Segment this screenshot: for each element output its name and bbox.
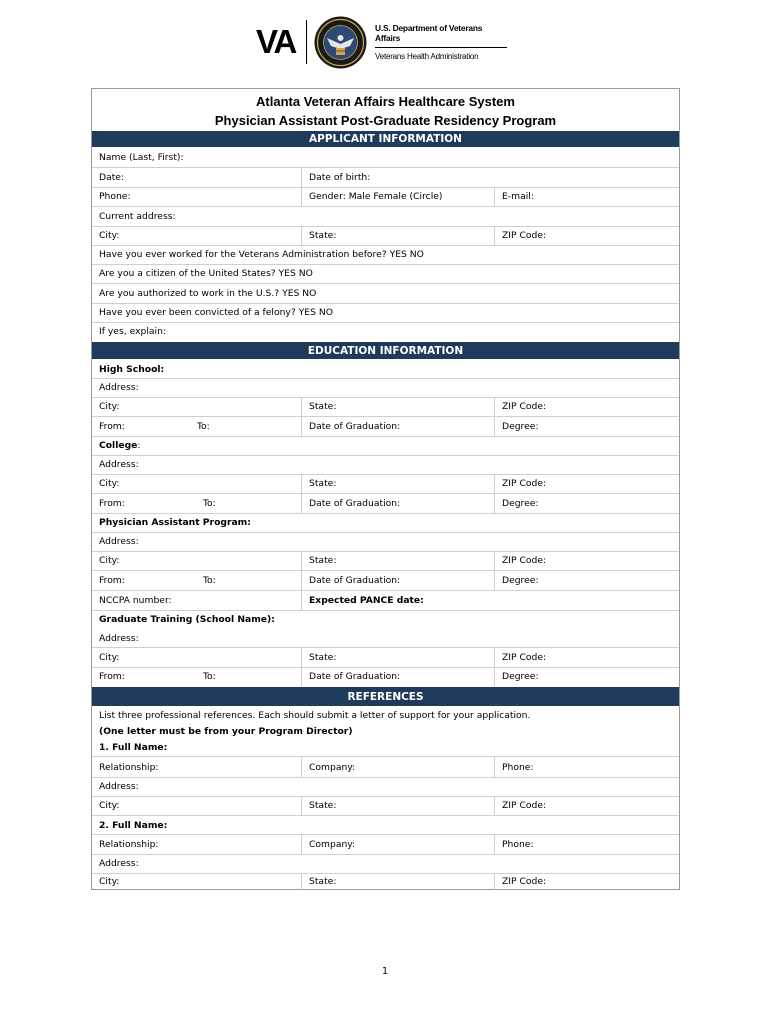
explain-row bbox=[92, 322, 679, 341]
college-grad-date-field[interactable]: Date of Graduation: bbox=[301, 494, 494, 513]
ref2-company-field[interactable]: Company: bbox=[301, 834, 494, 854]
zip-field[interactable]: ZIP Code: bbox=[494, 226, 681, 245]
pa-degree-field[interactable]: Degree: bbox=[494, 571, 681, 590]
page-header bbox=[256, 14, 507, 70]
date-row bbox=[92, 168, 679, 188]
hs-dates-row bbox=[92, 417, 679, 437]
college-city-field[interactable]: City: bbox=[99, 478, 120, 489]
hs-state-field[interactable]: State: bbox=[301, 397, 494, 416]
ref1-company-field[interactable]: Company: bbox=[301, 757, 494, 777]
pa-zip-field[interactable]: ZIP Code: bbox=[494, 551, 681, 570]
ref2-relationship-field[interactable]: Relationship: bbox=[99, 838, 159, 850]
gender-field[interactable]: Gender: Male Female (Circle) bbox=[301, 187, 494, 206]
college-degree-field[interactable]: Degree: bbox=[494, 494, 681, 513]
college-from-field[interactable]: From: bbox=[99, 498, 125, 509]
department-name: U.S. Department of Veterans Affairs bbox=[375, 23, 507, 48]
pa-address-row bbox=[92, 532, 679, 552]
name-row bbox=[92, 148, 679, 168]
references-note: (One letter must be from your Program Director) bbox=[99, 725, 353, 737]
city-row bbox=[92, 226, 679, 246]
va-worked-question[interactable]: Have you ever worked for the Veterans Administration before? YES NO bbox=[99, 249, 424, 260]
college-row bbox=[92, 436, 679, 456]
grad-city-field[interactable]: City: bbox=[99, 652, 120, 663]
va-seal-icon bbox=[314, 16, 367, 69]
section-heading: REFERENCES bbox=[347, 690, 424, 703]
references-note-row bbox=[92, 723, 679, 739]
city-field[interactable]: City: bbox=[99, 230, 120, 241]
pa-dates-row bbox=[92, 571, 679, 591]
hs-zip-field[interactable]: ZIP Code: bbox=[494, 397, 681, 416]
grad-dates-row bbox=[92, 667, 679, 686]
ref2-address-row bbox=[92, 854, 679, 874]
ref2-name-row bbox=[92, 816, 679, 835]
felony-row bbox=[92, 303, 679, 323]
grad-address-row bbox=[92, 629, 679, 648]
ref1-address-field[interactable]: Address: bbox=[99, 781, 139, 792]
ref1-relationship-row bbox=[92, 757, 679, 778]
pa-city-row bbox=[92, 551, 679, 571]
grad-from-field[interactable]: From: bbox=[99, 671, 125, 682]
college-label-text: College bbox=[99, 440, 138, 451]
address-row bbox=[92, 207, 679, 227]
application-form bbox=[91, 88, 680, 890]
graduate-training-row bbox=[92, 610, 679, 629]
va-logo: VA bbox=[256, 23, 296, 60]
ref2-address-field[interactable]: Address: bbox=[99, 858, 139, 869]
dob-field[interactable]: Date of birth: bbox=[301, 168, 681, 187]
header-divider bbox=[306, 20, 307, 64]
section-references bbox=[92, 687, 679, 706]
hs-grad-date-field[interactable]: Date of Graduation: bbox=[301, 417, 494, 436]
ref2-name-field[interactable]: 2. Full Name: bbox=[99, 819, 168, 831]
form-titles bbox=[92, 89, 679, 131]
pa-address-field[interactable]: Address: bbox=[99, 536, 139, 547]
ref2-city-field[interactable]: City: bbox=[99, 876, 120, 887]
college-city-row bbox=[92, 474, 679, 494]
authorized-row bbox=[92, 284, 679, 304]
high-school-label: High School: bbox=[99, 363, 165, 375]
authorized-question[interactable]: Are you authorized to work in the U.S.? YES NO bbox=[99, 288, 317, 299]
pa-state-field[interactable]: State: bbox=[301, 551, 494, 570]
ref2-city-row bbox=[92, 873, 679, 890]
graduate-training-label: Graduate Training (School Name): bbox=[99, 614, 275, 625]
ref1-city-row bbox=[92, 796, 679, 816]
grad-degree-field[interactable]: Degree: bbox=[494, 667, 681, 686]
grad-city-row bbox=[92, 648, 679, 668]
pance-date-field[interactable]: Expected PANCE date: bbox=[301, 590, 681, 610]
ref1-name-row bbox=[92, 739, 679, 757]
references-intro: List three professional references. Each should submit a letter of support for your application. bbox=[99, 709, 531, 721]
ref2-relationship-row bbox=[92, 834, 679, 855]
phone-row bbox=[92, 187, 679, 207]
current-address-field[interactable]: Current address: bbox=[99, 211, 176, 222]
grad-zip-field[interactable]: ZIP Code: bbox=[494, 648, 681, 667]
ref1-zip-field[interactable]: ZIP Code: bbox=[494, 796, 681, 815]
hs-address-row bbox=[92, 378, 679, 398]
citizen-question[interactable]: Are you a citizen of the United States? YES NO bbox=[99, 268, 313, 279]
college-label-colon: : bbox=[137, 440, 141, 451]
references-intro-row bbox=[92, 707, 679, 723]
explain-field[interactable]: If yes, explain: bbox=[99, 326, 166, 337]
form-title: Atlanta Veteran Affairs Healthcare System bbox=[256, 94, 515, 109]
grad-grad-date-field[interactable]: Date of Graduation: bbox=[301, 667, 494, 686]
administration-name: Veterans Health Administration bbox=[375, 52, 479, 61]
ref2-state-field[interactable]: State: bbox=[301, 873, 494, 890]
grad-to-field[interactable]: To: bbox=[203, 671, 216, 682]
citizen-row bbox=[92, 264, 679, 284]
pa-to-field[interactable]: To: bbox=[203, 575, 216, 586]
email-field[interactable]: E-mail: bbox=[494, 187, 681, 206]
ref2-zip-field[interactable]: ZIP Code: bbox=[494, 873, 681, 890]
va-worked-row bbox=[92, 245, 679, 265]
ref1-address-row bbox=[92, 777, 679, 797]
section-education-information bbox=[92, 342, 679, 359]
state-field[interactable]: State: bbox=[301, 226, 494, 245]
page-number: 1 bbox=[381, 966, 389, 977]
nccpa-field[interactable]: NCCPA number: bbox=[99, 594, 172, 606]
ref1-name-field[interactable]: 1. Full Name: bbox=[99, 742, 168, 753]
section-applicant-information bbox=[92, 131, 679, 147]
high-school-row bbox=[92, 360, 679, 379]
pa-city-field[interactable]: City: bbox=[99, 555, 120, 566]
college-address-row bbox=[92, 455, 679, 475]
grad-address-field[interactable]: Address: bbox=[99, 632, 139, 644]
hs-city-field[interactable]: City: bbox=[99, 401, 120, 412]
hs-from-field[interactable]: From: bbox=[99, 421, 125, 432]
college-dates-row bbox=[92, 494, 679, 514]
hs-degree-field[interactable]: Degree: bbox=[494, 417, 681, 436]
ref1-relationship-field[interactable]: Relationship: bbox=[99, 761, 159, 773]
ref1-city-field[interactable]: City: bbox=[99, 800, 120, 811]
college-state-field[interactable]: State: bbox=[301, 474, 494, 493]
nccpa-row bbox=[92, 590, 679, 611]
college-to-field[interactable]: To: bbox=[203, 498, 216, 509]
ref1-state-field[interactable]: State: bbox=[301, 796, 494, 815]
ref1-phone-field[interactable]: Phone: bbox=[494, 757, 681, 777]
section-heading: EDUCATION INFORMATION bbox=[307, 344, 464, 357]
hs-to-field[interactable]: To: bbox=[197, 421, 210, 432]
hs-address-field[interactable]: Address: bbox=[99, 382, 139, 393]
ref2-phone-field[interactable]: Phone: bbox=[494, 834, 681, 854]
date-field[interactable]: Date: bbox=[99, 172, 125, 183]
felony-question[interactable]: Have you ever been convicted of a felony? YES NO bbox=[99, 307, 333, 318]
pa-program-label: Physician Assistant Program: bbox=[99, 517, 251, 528]
pa-from-field[interactable]: From: bbox=[99, 575, 125, 586]
college-label bbox=[92, 436, 681, 455]
grad-state-field[interactable]: State: bbox=[301, 648, 494, 667]
section-heading: APPLICANT INFORMATION bbox=[309, 133, 462, 145]
pa-grad-date-field[interactable]: Date of Graduation: bbox=[301, 571, 494, 590]
pa-program-row bbox=[92, 513, 679, 533]
hs-city-row bbox=[92, 397, 679, 417]
header-text bbox=[375, 23, 507, 61]
phone-field[interactable]: Phone: bbox=[99, 191, 131, 202]
college-address-field[interactable]: Address: bbox=[99, 459, 139, 470]
form-subtitle: Physician Assistant Post-Graduate Residency Program bbox=[214, 113, 557, 128]
college-zip-field[interactable]: ZIP Code: bbox=[494, 474, 681, 493]
name-field[interactable]: Name (Last, First): bbox=[99, 152, 184, 163]
